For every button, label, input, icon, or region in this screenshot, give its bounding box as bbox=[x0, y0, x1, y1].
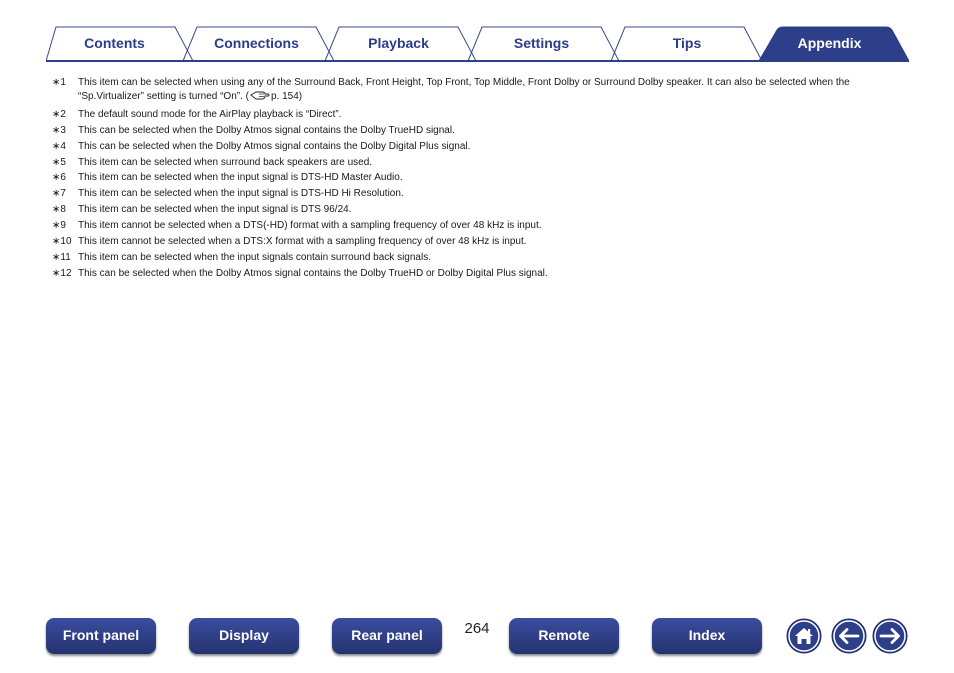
footnote-text: This can be selected when the Dolby Atmos signal contains the Dolby TrueHD or Dolby Digital Plus signal. bbox=[78, 267, 548, 279]
forward-button[interactable] bbox=[872, 618, 908, 654]
footnote-text: This can be selected when the Dolby Atmos signal contains the Dolby TrueHD signal. bbox=[78, 124, 455, 136]
footnote-text: This item can be selected when using any of the Surround Back, Front Height, Top Front, Top Middle, Front Dolby or Surround Dolby speaker. It can also be selected when the “Sp.Virtualizer” setting is turned “On”. ( p. 154) bbox=[78, 76, 902, 106]
footnote-item bbox=[52, 156, 902, 170]
footnote-mark: ∗3 bbox=[52, 124, 66, 136]
footnote-item bbox=[52, 108, 902, 122]
footnote-list bbox=[52, 76, 902, 283]
home-button[interactable] bbox=[786, 618, 822, 654]
footnote-mark: ∗7 bbox=[52, 188, 66, 200]
footnote-text: This item can be selected when the input signal is DTS 96/24. bbox=[78, 204, 352, 216]
footnote-item bbox=[52, 267, 902, 281]
footnote-mark: ∗2 bbox=[52, 108, 66, 120]
back-arrow-icon bbox=[831, 618, 867, 654]
footnote-mark: ∗12 bbox=[52, 267, 72, 279]
index-button[interactable]: Index bbox=[652, 618, 762, 654]
footnote-text: The default sound mode for the AirPlay playback is “Direct”. bbox=[78, 108, 342, 120]
tab-playback[interactable]: Playback bbox=[368, 35, 429, 51]
footnote-text: This item cannot be selected when a DTS(-HD) format with a sampling frequency of over 48 kHz is input. bbox=[78, 220, 542, 232]
footnote-mark: ∗8 bbox=[52, 204, 66, 216]
rear-panel-button[interactable]: Rear panel bbox=[332, 618, 442, 654]
reference-hand-icon bbox=[250, 90, 270, 106]
footnote-text: This can be selected when the Dolby Atmos signal contains the Dolby Digital Plus signal. bbox=[78, 140, 471, 152]
footnote-item bbox=[52, 171, 902, 185]
footnote-text: This item can be selected when the input signal is DTS-HD Hi Resolution. bbox=[78, 188, 404, 200]
tab-appendix[interactable]: Appendix bbox=[797, 35, 862, 51]
footnote-item bbox=[52, 140, 902, 154]
tab-contents[interactable]: Contents bbox=[84, 35, 145, 51]
footnote-item bbox=[52, 76, 902, 106]
page-reference-link[interactable]: p. 154) bbox=[271, 91, 303, 102]
tab-connections[interactable]: Connections bbox=[214, 35, 299, 51]
footnote-mark: ∗4 bbox=[52, 140, 66, 152]
home-icon bbox=[786, 618, 822, 654]
footnote-item bbox=[52, 235, 902, 249]
tab-bar bbox=[46, 26, 909, 62]
footnote-mark: ∗1 bbox=[52, 77, 66, 88]
footnote-mark: ∗10 bbox=[52, 236, 72, 248]
footnote-mark: ∗6 bbox=[52, 172, 66, 184]
footnote-text: This item cannot be selected when a DTS:X format with a sampling frequency of over 48 kHz is input. bbox=[78, 236, 527, 248]
footnote-mark: ∗11 bbox=[52, 251, 71, 263]
footnote-text: This item can be selected when the input signals contain surround back signals. bbox=[78, 251, 431, 263]
tab-settings[interactable]: Settings bbox=[513, 35, 570, 51]
front-panel-button[interactable]: Front panel bbox=[46, 618, 156, 654]
footnote-item bbox=[52, 124, 902, 138]
footnote-item bbox=[52, 251, 902, 265]
footnote-mark: ∗9 bbox=[52, 220, 66, 232]
back-button[interactable] bbox=[831, 618, 867, 654]
remote-button[interactable]: Remote bbox=[509, 618, 619, 654]
display-button[interactable]: Display bbox=[189, 618, 299, 654]
footnote-item bbox=[52, 187, 902, 201]
footnote-item bbox=[52, 219, 902, 233]
footnote-text: This item can be selected when surround back speakers are used. bbox=[78, 156, 373, 168]
forward-arrow-icon bbox=[872, 618, 908, 654]
tab-tips[interactable]: Tips bbox=[672, 35, 702, 51]
footnote-mark: ∗5 bbox=[52, 156, 66, 168]
footnote-item bbox=[52, 203, 902, 217]
page-number: 264 bbox=[464, 620, 490, 637]
footnote-text: This item can be selected when the input signal is DTS-HD Master Audio. bbox=[78, 172, 403, 184]
